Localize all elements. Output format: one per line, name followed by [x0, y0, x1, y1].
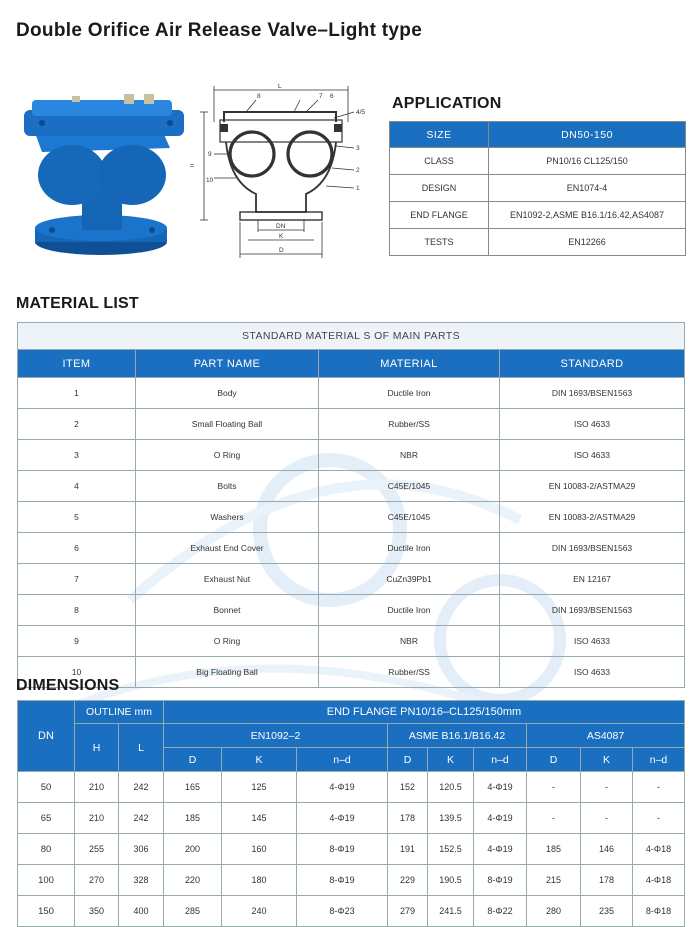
asme-k: 241.5	[428, 896, 474, 927]
valve-product-photo	[12, 90, 190, 260]
material-part-name: Small Floating Ball	[136, 409, 319, 440]
dim-label-dn: DN	[276, 223, 286, 230]
column-header-k: K	[222, 748, 297, 772]
column-header-l: L	[119, 724, 164, 772]
dimensions-header-row-2	[18, 724, 685, 748]
as-k: 146	[581, 834, 633, 865]
table-row	[18, 564, 685, 595]
application-row	[390, 175, 686, 202]
column-header-en1092: EN1092–2	[164, 724, 388, 748]
material-material: Ductile Iron	[319, 595, 500, 626]
as-d: 280	[527, 896, 581, 927]
en-k: 125	[222, 772, 297, 803]
material-standard: DIN 1693/BSEN1563	[500, 533, 685, 564]
application-row	[390, 202, 686, 229]
material-item: 9	[18, 626, 136, 657]
material-item: 5	[18, 502, 136, 533]
application-header-value: DN50-150	[489, 122, 686, 148]
material-material: Ductile Iron	[319, 378, 500, 409]
asme-nd: 4-Φ19	[474, 803, 527, 834]
column-header-part-name: PART NAME	[136, 350, 319, 378]
page-title: Double Orifice Air Release Valve–Light type	[16, 20, 423, 41]
column-header-item: ITEM	[18, 350, 136, 378]
asme-nd: 8-Φ19	[474, 865, 527, 896]
application-row-value: EN12266	[489, 229, 686, 256]
table-row	[18, 502, 685, 533]
material-part-name: O Ring	[136, 440, 319, 471]
as-d: 215	[527, 865, 581, 896]
table-row	[18, 440, 685, 471]
en-d: 185	[164, 803, 222, 834]
dim-h: 255	[75, 834, 119, 865]
material-item: 10	[18, 657, 136, 688]
part-label-4-5: 4/5	[356, 109, 366, 116]
en-k: 240	[222, 896, 297, 927]
table-row	[18, 626, 685, 657]
dim-l: 328	[119, 865, 164, 896]
dim-l: 306	[119, 834, 164, 865]
asme-d: 279	[388, 896, 428, 927]
column-header-nd: n–d	[633, 748, 685, 772]
en-d: 165	[164, 772, 222, 803]
material-standard: ISO 4633	[500, 409, 685, 440]
column-header-k: K	[428, 748, 474, 772]
column-header-d: D	[164, 748, 222, 772]
dim-dn: 80	[18, 834, 75, 865]
dim-l: 400	[119, 896, 164, 927]
material-part-name: Bolts	[136, 471, 319, 502]
material-material: Ductile Iron	[319, 533, 500, 564]
material-part-name: O Ring	[136, 626, 319, 657]
as-nd: -	[633, 803, 685, 834]
asme-nd: 8-Φ22	[474, 896, 527, 927]
material-material: NBR	[319, 626, 500, 657]
material-part-name: Big Floating Ball	[136, 657, 319, 688]
en-nd: 8-Φ19	[297, 834, 388, 865]
column-header-material: MATERIAL	[319, 350, 500, 378]
application-row	[390, 148, 686, 175]
application-row	[390, 229, 686, 256]
en-d: 220	[164, 865, 222, 896]
dim-h: 350	[75, 896, 119, 927]
application-row-value: EN1092-2,ASME B16.1/16.42,AS4087	[489, 202, 686, 229]
material-material: CuZn39Pb1	[319, 564, 500, 595]
svg-text:=: =	[190, 163, 195, 170]
as-d: -	[527, 772, 581, 803]
en-nd: 4-Φ19	[297, 772, 388, 803]
dim-dn: 150	[18, 896, 75, 927]
dim-label-d: D	[279, 247, 284, 254]
valve-section-drawing	[186, 82, 378, 264]
table-row	[18, 378, 685, 409]
column-header-end-flange: END FLANGE PN10/16–CL125/150mm	[164, 701, 685, 724]
asme-nd: 4-Φ19	[474, 834, 527, 865]
table-row	[18, 834, 685, 865]
asme-d: 152	[388, 772, 428, 803]
asme-d: 178	[388, 803, 428, 834]
as-nd: 4-Φ18	[633, 865, 685, 896]
table-row	[18, 772, 685, 803]
asme-k: 139.5	[428, 803, 474, 834]
material-material: NBR	[319, 440, 500, 471]
en-nd: 8-Φ19	[297, 865, 388, 896]
en-k: 145	[222, 803, 297, 834]
material-part-name: Washers	[136, 502, 319, 533]
part-label-6: 6	[330, 93, 334, 100]
application-title: APPLICATION	[392, 95, 502, 112]
en-d: 200	[164, 834, 222, 865]
asme-k: 152.5	[428, 834, 474, 865]
material-material: C45E/1045	[319, 471, 500, 502]
material-banner: STANDARD MATERIAL S OF MAIN PARTS	[18, 323, 685, 350]
dim-dn: 50	[18, 772, 75, 803]
asme-nd: 4-Φ19	[474, 772, 527, 803]
material-header-row	[18, 350, 685, 378]
en-k: 180	[222, 865, 297, 896]
dim-h: 210	[75, 772, 119, 803]
dim-l: 242	[119, 772, 164, 803]
material-standard: EN 10083-2/ASTMA29	[500, 502, 685, 533]
material-standard: DIN 1693/BSEN1563	[500, 378, 685, 409]
column-header-d: D	[388, 748, 428, 772]
en-k: 160	[222, 834, 297, 865]
table-row	[18, 409, 685, 440]
en-nd: 4-Φ19	[297, 803, 388, 834]
as-k: -	[581, 803, 633, 834]
dim-h: 210	[75, 803, 119, 834]
as-nd: 4-Φ18	[633, 834, 685, 865]
application-header-label: SIZE	[390, 122, 489, 148]
application-row-value: EN1074-4	[489, 175, 686, 202]
as-d: 185	[527, 834, 581, 865]
part-label-7: 7	[319, 93, 323, 100]
column-header-k: K	[581, 748, 633, 772]
material-standard: ISO 4633	[500, 626, 685, 657]
dim-dn: 65	[18, 803, 75, 834]
column-header-outline: OUTLINE mm	[75, 701, 164, 724]
asme-k: 190.5	[428, 865, 474, 896]
column-header-nd: n–d	[297, 748, 388, 772]
column-header-nd: n–d	[474, 748, 527, 772]
dim-l: 242	[119, 803, 164, 834]
material-standard: ISO 4633	[500, 657, 685, 688]
as-d: -	[527, 803, 581, 834]
column-header-d: D	[527, 748, 581, 772]
application-header-row	[390, 122, 686, 148]
dim-dn: 100	[18, 865, 75, 896]
application-row-label: TESTS	[390, 229, 489, 256]
application-row-label: DESIGN	[390, 175, 489, 202]
dim-label-k: K	[279, 233, 284, 240]
material-standard: ISO 4633	[500, 440, 685, 471]
dimensions-table	[17, 700, 685, 927]
as-k: 178	[581, 865, 633, 896]
dimensions-header-row-1	[18, 701, 685, 724]
material-table	[17, 322, 685, 688]
part-label-9: 9	[208, 151, 212, 158]
material-item: 1	[18, 378, 136, 409]
material-item: 4	[18, 471, 136, 502]
application-row-label: END FLANGE	[390, 202, 489, 229]
part-label-2: 2	[356, 167, 360, 174]
material-material: Rubber/SS	[319, 409, 500, 440]
table-row	[18, 803, 685, 834]
material-item: 2	[18, 409, 136, 440]
table-row	[18, 865, 685, 896]
application-row-label: CLASS	[390, 148, 489, 175]
material-list-title: MATERIAL LIST	[16, 295, 139, 312]
material-standard: EN 12167	[500, 564, 685, 595]
asme-d: 191	[388, 834, 428, 865]
table-row	[18, 471, 685, 502]
material-material: Rubber/SS	[319, 657, 500, 688]
en-d: 285	[164, 896, 222, 927]
table-row	[18, 533, 685, 564]
part-label-1: 1	[356, 185, 360, 192]
application-row-value: PN10/16 CL125/150	[489, 148, 686, 175]
asme-k: 120.5	[428, 772, 474, 803]
as-k: 235	[581, 896, 633, 927]
column-header-standard: STANDARD	[500, 350, 685, 378]
material-part-name: Exhaust Nut	[136, 564, 319, 595]
dim-label-l: L	[278, 83, 282, 90]
material-item: 8	[18, 595, 136, 626]
application-table	[389, 121, 686, 256]
material-part-name: Exhaust End Cover	[136, 533, 319, 564]
material-item: 7	[18, 564, 136, 595]
as-nd: -	[633, 772, 685, 803]
dim-h: 270	[75, 865, 119, 896]
as-k: -	[581, 772, 633, 803]
column-header-h: H	[75, 724, 119, 772]
asme-d: 229	[388, 865, 428, 896]
material-item: 6	[18, 533, 136, 564]
column-header-dn: DN	[18, 701, 75, 772]
material-material: C45E/1045	[319, 502, 500, 533]
material-item: 3	[18, 440, 136, 471]
material-standard: EN 10083-2/ASTMA29	[500, 471, 685, 502]
material-banner-row	[18, 323, 685, 350]
dimensions-title: DIMENSIONS	[16, 677, 120, 694]
material-part-name: Body	[136, 378, 319, 409]
column-header-asme: ASME B16.1/B16.42	[388, 724, 527, 748]
table-row	[18, 595, 685, 626]
en-nd: 8-Φ23	[297, 896, 388, 927]
material-part-name: Bonnet	[136, 595, 319, 626]
table-row	[18, 896, 685, 927]
part-label-3: 3	[356, 145, 360, 152]
column-header-as4087: AS4087	[527, 724, 685, 748]
material-standard: DIN 1693/BSEN1563	[500, 595, 685, 626]
part-label-10: 10	[206, 177, 214, 184]
as-nd: 8-Φ18	[633, 896, 685, 927]
part-label-8: 8	[257, 93, 261, 100]
